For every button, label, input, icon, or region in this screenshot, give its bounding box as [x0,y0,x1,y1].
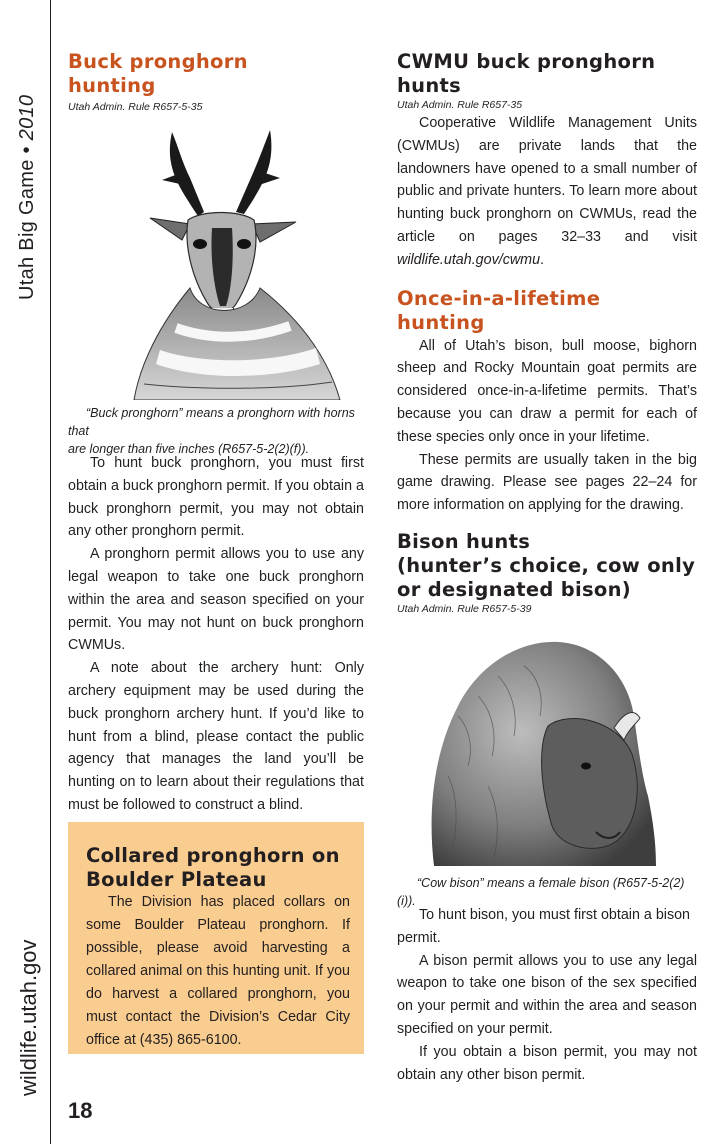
cwmu-paragraph [397,112,697,272]
buck-pronghorn-heading [68,50,364,98]
sidebar-divider [50,0,51,1144]
left-column [68,50,364,114]
body-paragraph: If you obtain a bison permit, you may not obtain any other bison permit. [397,1043,697,1083]
heading-line: Boulder Plateau [86,868,267,891]
body-paragraph: To hunt bison, you must first obtain a bison permit. [397,907,690,946]
heading-line: hunts [397,74,462,97]
heading-line: hunting [397,310,485,334]
pronghorn-caption [68,404,364,458]
bison-illustration [428,636,660,866]
cwmu-heading [397,50,697,98]
body-paragraph: To hunt buck pronghorn, you must first obtain a buck pronghorn permit. If you obtain a buck pronghorn permit, you may not obtain any other pronghorn permit. [68,455,364,540]
website-link[interactable]: wildlife.utah.gov [16,939,41,1096]
pronghorn-caption-block [68,404,364,458]
pronghorn-illustration [120,128,360,400]
heading-line: hunting [68,74,156,97]
page-number: 18 [68,1098,93,1123]
publication-year: 2010 [16,94,38,141]
body-paragraph: All of Utah’s bison, bull moose, bighorn sheep and Rocky Mountain goat permits are considered once-in-a-lifetime permits. That’s because you can draw a permit for each of these species only once in your lifetime. [397,337,697,445]
cwmu-text: Cooperative Wildlife Management Units (CWMUs) are private lands that the landowners have opened to a small number of public and private hunters. To learn more about hunting buck pronghorn on CWMUs, read the article on pages 32–33 and visit [397,115,697,245]
collared-pronghorn-box [68,822,364,1054]
rule-reference: Utah Admin. Rule R657-35 [397,99,523,111]
caption-line: “Buck pronghorn” means a pronghorn with horns that [68,406,355,438]
rule-reference: Utah Admin. Rule R657-5-35 [68,101,203,113]
publication-title [16,30,46,300]
heading-line: CWMU buck pronghorn [397,50,656,73]
collared-pronghorn-heading [86,844,350,892]
body-paragraph: A pronghorn permit allows you to use any legal weapon to take one buck pronghorn within the area and season specified on your permit. You may not hunt on buck pronghorn CWMUs. [68,546,364,654]
right-column [397,50,697,616]
bison-body [397,904,697,1086]
publication-title-text: Utah Big Game • [16,140,38,300]
cwmu-link[interactable]: wildlife.utah.gov/cwmu [397,251,541,268]
heading-line: Once-in-a-lifetime [397,286,601,310]
sidebox-paragraph: The Division has placed collars on some Boulder Plateau pronghorn. If possible, please avoid harvesting a collared animal on this hunting unit. If you do harvest a collared pronghorn, you must contact the Division’s Cedar City office at (435) 865-6100. [86,894,350,1048]
heading-line: Bison hunts [397,529,531,553]
once-in-a-lifetime-heading [397,287,697,335]
caption-line: are longer than five inches (R657-5-2(2)(f)). [68,442,310,456]
left-body [68,452,364,817]
body-paragraph: These permits are usually taken in the big game drawing. Please see pages 22–24 for more information on applying for the drawing. [397,451,697,514]
heading-line: Buck pronghorn [68,50,248,73]
heading-line: or designated bison) [397,577,632,601]
cwmu-text-end: . [540,251,545,268]
heading-line: (hunter’s choice, cow only [397,553,696,577]
body-paragraph: A bison permit allows you to use any legal weapon to take one bison of the sex specified on your permit and within the area and season specified on your permit. [397,952,697,1037]
bison-hunts-heading [397,530,697,602]
bison-caption: “Cow bison” means a female bison (R657-5-2(2)(i)). [397,876,685,908]
body-paragraph: A note about the archery hunt: Only archery equipment may be used during the buck pronghorn archery hunt. If you’d like to hunt from a blind, please contact the public agency that manages the land you’ll be hunting on to learn about their regulations that must be followed to construct a blind. [68,660,364,813]
rule-reference: Utah Admin. Rule R657-5-39 [397,602,532,615]
heading-line: Collared pronghorn on [86,844,340,867]
